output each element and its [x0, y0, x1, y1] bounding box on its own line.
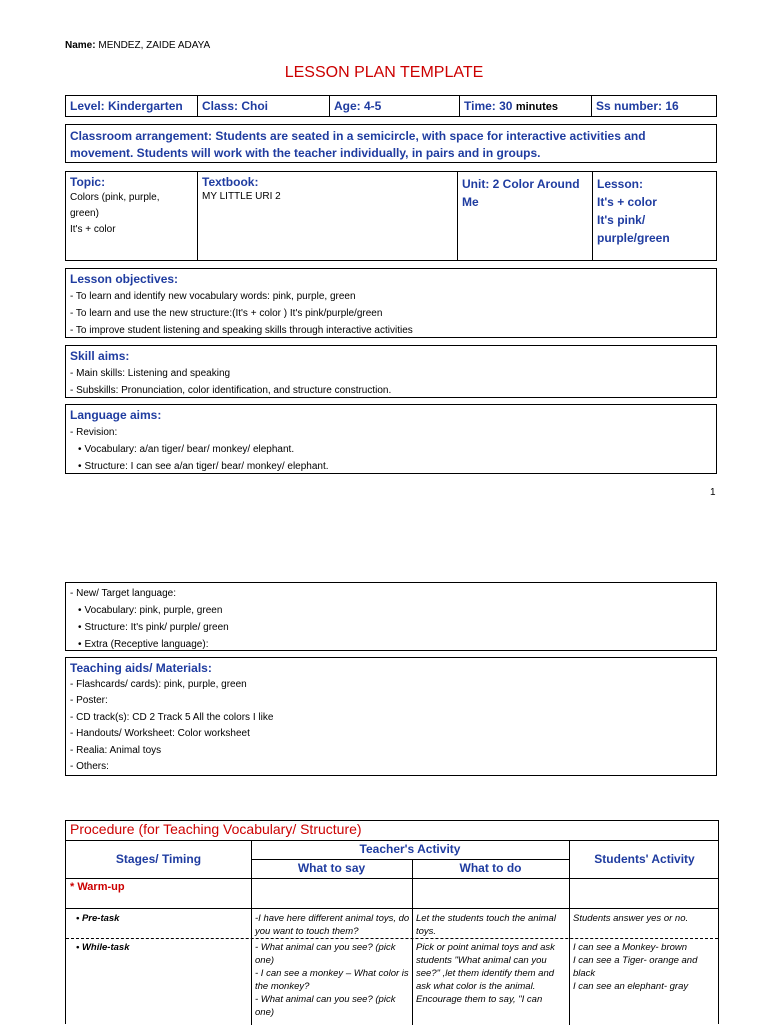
while-say-line: - What animal can you see? (pick one): [255, 942, 396, 966]
pre-task-say: -I have here different animal toys, do you want to touch them?: [255, 913, 410, 937]
skills-label: Skill aims:: [70, 349, 130, 363]
topic-row: [65, 171, 717, 261]
aids-box: [65, 657, 717, 776]
unit-line: Unit: 2 Color Around: [462, 177, 580, 191]
while-say-line: - I can see a monkey – What color is the monkey?: [255, 968, 409, 992]
objective-item: - To learn and identify new vocabulary words: pink, purple, green: [70, 291, 356, 302]
textbook-cell: [198, 173, 285, 204]
aid-item: - Others:: [70, 761, 109, 773]
topic-line: Colors (pink, purple,: [70, 192, 160, 203]
language-bullet: • Structure: I can see a/an tiger/ bear/ monkey/ elephant.: [78, 458, 329, 475]
time-label: Time: 30: [464, 99, 513, 113]
aid-item: - Realia: Animal toys: [70, 744, 162, 756]
topic-line: green): [70, 208, 99, 219]
page-title: LESSON PLAN TEMPLATE: [284, 64, 484, 81]
lesson-line: It's pink/: [597, 213, 646, 227]
aid-item: - Handouts/ Worksheet: Color worksheet: [70, 728, 250, 740]
language-box: [65, 404, 717, 474]
target-box: [65, 582, 717, 651]
target-bullet: • Vocabulary: pink, purple, green: [78, 602, 229, 619]
skill-item: - Main skills: Listening and speaking: [70, 368, 231, 379]
class: Class: Choi: [202, 99, 269, 113]
objective-item: - To improve student listening and speaking skills through interactive activities: [70, 325, 413, 336]
lesson-line: purple/green: [597, 231, 670, 245]
while-task-label: While-task: [81, 942, 130, 953]
time-unit: minutes: [515, 101, 558, 113]
aid-item: - CD track(s): CD 2 Track 5 All the colors I like: [70, 711, 274, 723]
while-students-line: I can see an elephant- gray: [573, 981, 689, 992]
while-students-line: I can see a Tiger- orange and black: [573, 955, 698, 979]
aids-label: Teaching aids/ Materials:: [70, 661, 212, 675]
while-task-say: [255, 941, 410, 1019]
while-task-stage: • While-task: [76, 942, 130, 953]
while-task-do: Pick or point animal toys and ask students "What animal can you see?" ,let them identify them and ask what color is the animal. Encourage them to say, "I can: [416, 942, 555, 1005]
warmup-label: * Warm-up: [70, 881, 125, 893]
procedure-table: [65, 820, 719, 1024]
while-students-line: I can see a Monkey- brown: [573, 942, 688, 953]
page-number: 1: [710, 487, 716, 498]
target-bullet: • Structure: It's pink/ purple/ green: [78, 619, 229, 636]
topic-line: It's + color: [70, 224, 116, 235]
lesson-line: It's + color: [597, 195, 657, 209]
target-label: - New/ Target language:: [70, 588, 176, 599]
students-header: Students' Activity: [594, 852, 695, 866]
name-value: MENDEZ, ZAIDE ADAYA: [98, 40, 211, 51]
objectives-label: Lesson objectives:: [70, 272, 179, 286]
topic-cell: [66, 173, 197, 240]
stages-header: Stages/ Timing: [115, 852, 202, 866]
say-header: What to say: [297, 861, 366, 875]
arrangement-text: Classroom arrangement: Students are seated in a semicircle, with space for interactive activities and movement. Students will work with the teacher individually, in pairs and in groups.: [70, 129, 646, 160]
objective-item: - To learn and use the new structure:(It's + color ) It's pink/purple/green: [70, 308, 383, 319]
arrangement-box: [65, 124, 717, 163]
textbook-label: Textbook:: [202, 175, 259, 189]
language-bullet: • Vocabulary: a/an tiger/ bear/ monkey/ elephant.: [78, 441, 329, 458]
objectives-box: [65, 268, 717, 338]
do-header: What to do: [459, 861, 522, 875]
revision-label: - Revision:: [70, 427, 118, 438]
lesson-line: Lesson:: [597, 177, 644, 191]
time: [460, 97, 562, 115]
info-row: [65, 95, 717, 117]
teacher-header: Teacher's Activity: [359, 842, 461, 856]
target-bullet: • Extra (Receptive language):: [78, 636, 229, 653]
topic-label: Topic:: [70, 175, 106, 189]
ss-number: Ss number: 16: [596, 99, 679, 113]
language-label: Language aims:: [70, 408, 162, 422]
pre-task-stage: • Pre-task: [76, 913, 120, 924]
pre-task-students: Students answer yes or no.: [573, 913, 689, 924]
skills-box: [65, 345, 717, 398]
pre-task-do: Let the students touch the animal toys.: [416, 913, 556, 937]
unit-line: Me: [462, 195, 479, 209]
while-task-students: [573, 941, 718, 993]
level: Level: Kindergarten: [70, 99, 183, 113]
pre-task-label: Pre-task: [81, 913, 120, 924]
procedure-title: Procedure (for Teaching Vocabulary/ Structure): [70, 821, 362, 837]
textbook-value: MY LITTLE URI 2: [202, 191, 281, 202]
unit-cell: [458, 173, 584, 213]
age: Age: 4-5: [334, 99, 382, 113]
while-say-line: - What animal can you see? (pick one): [255, 994, 396, 1018]
aid-item: - Flashcards/ cards): pink, purple, green: [70, 679, 247, 690]
skill-item: - Subskills: Pronunciation, color identification, and structure construction.: [70, 385, 392, 396]
aid-item: - Poster:: [70, 695, 108, 707]
name-line: [65, 40, 210, 51]
name-label: Name:: [65, 40, 96, 51]
lesson-cell: [593, 173, 674, 249]
